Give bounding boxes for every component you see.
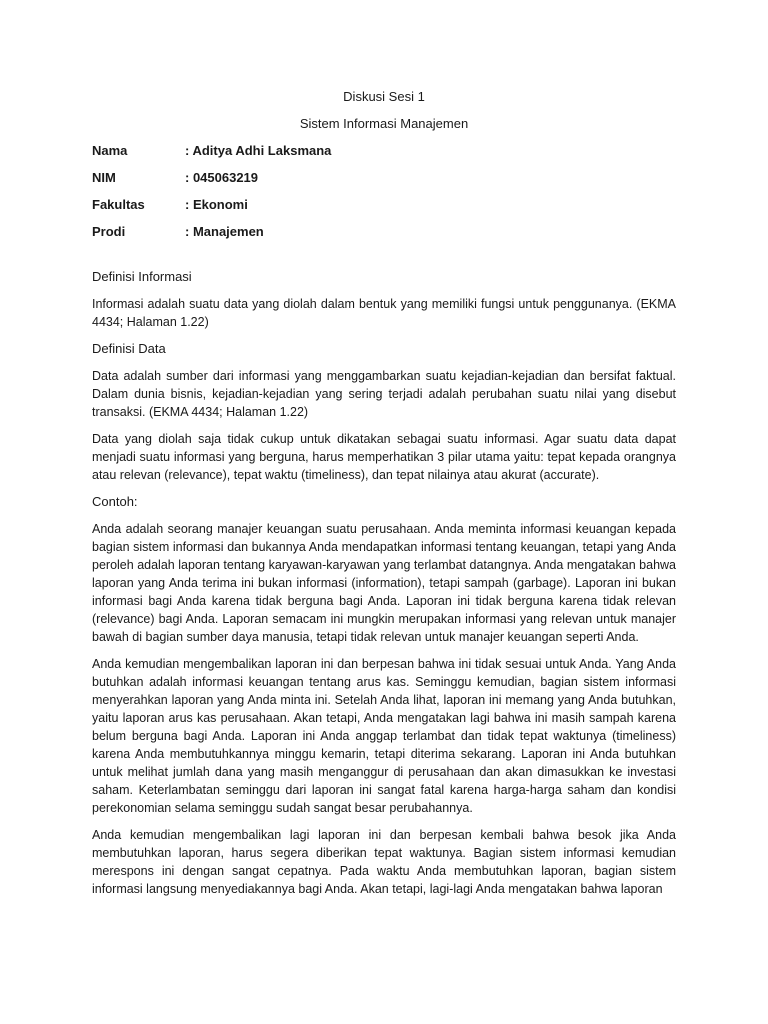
identity-label: Nama bbox=[92, 143, 128, 158]
identity-row-nim bbox=[92, 169, 676, 187]
paragraph-definisi-data: Data adalah sumber dari informasi yang menggambarkan suatu kejadian-kejadian dan bersifat faktual. Dalam dunia bisnis, kejadian-kejadian yang sering terjadi adalah perubahan suatu nilai yang disebut transaksi. (EKMA 4434; Halaman 1.22) bbox=[92, 369, 676, 419]
section-heading-contoh: Contoh: bbox=[92, 494, 138, 509]
paragraph-pilar: Data yang diolah saja tidak cukup untuk dikatakan sebagai suatu informasi. Agar suatu data dapat menjadi suatu informasi yang berguna, harus memperhatikan 3 pilar utama yaitu: tepat kepada orangnya atau relevan (relevance), tepat waktu (timeliness), dan tepat nilainya atau akurat (accurate). bbox=[92, 432, 676, 482]
identity-value: : Ekonomi bbox=[185, 197, 248, 212]
identity-row-nama bbox=[92, 142, 676, 160]
section-heading-definisi-informasi: Definisi Informasi bbox=[92, 269, 192, 284]
document-title: Diskusi Sesi 1 bbox=[343, 89, 425, 104]
paragraph-contoh-3: Anda kemudian mengembalikan lagi laporan ini dan berpesan kembali bahwa besok jika Anda membutuhkan laporan, harus segera diberikan tepat waktunya. Bagian sistem informasi kemudian merespons ini dengan sangat cepatnya. Pada waktu Anda membutuhkan laporan, bagian sistem informasi langsung menyediakannya bagi Anda. Akan tetapi, lagi-lagi Anda mengatakan bahwa laporan bbox=[92, 828, 676, 896]
identity-row-prodi bbox=[92, 223, 676, 241]
identity-label: NIM bbox=[92, 170, 116, 185]
identity-value: : Aditya Adhi Laksmana bbox=[185, 143, 332, 158]
identity-label: Prodi bbox=[92, 224, 126, 239]
identity-block bbox=[92, 142, 676, 241]
paragraph-contoh-1: Anda adalah seorang manajer keuangan suatu perusahaan. Anda meminta informasi keuangan kepada bagian sistem informasi dan bukannya Anda mendapatkan informasi tentang keuangan, tetapi yang Anda peroleh adalah laporan tentang karyawan-karyawan yang terlambat datangnya. Anda mengatakan bahwa laporan yang Anda terima ini bukan informasi (information), tetapi sampah (garbage). Laporan ini bukan informasi bagi Anda karena tidak berguna bagi Anda. Laporan ini tidak berguna karena tidak relevan (relevance) bagi Anda. Laporan semacam ini mungkin merupakan informasi yang relevan untuk manajer bawah di bagian sumber daya manusia, tetapi tidak relevan untuk manajer keuangan seperti Anda. bbox=[92, 522, 676, 644]
identity-value: : 045063219 bbox=[185, 170, 259, 185]
paragraph-definisi-informasi: Informasi adalah suatu data yang diolah dalam bentuk yang memiliki fungsi untuk penggunanya. (EKMA 4434; Halaman 1.22) bbox=[92, 297, 676, 329]
document-subtitle: Sistem Informasi Manajemen bbox=[299, 116, 469, 131]
identity-value: : Manajemen bbox=[185, 224, 264, 239]
identity-label: Fakultas bbox=[92, 197, 145, 212]
identity-row-fakultas bbox=[92, 196, 676, 214]
section-heading-definisi-data: Definisi Data bbox=[92, 341, 166, 356]
paragraph-contoh-2: Anda kemudian mengembalikan laporan ini dan berpesan bahwa ini tidak sesuai untuk Anda. Yang Anda butuhkan adalah informasi keuangan tentang arus kas. Seminggu kemudian, bagian sistem informasi menyerahkan laporan yang Anda minta ini. Setelah Anda lihat, laporan ini memang yang Anda butuhkan, yaitu laporan arus kas perusahaan. Akan tetapi, Anda mengatakan lagi bahwa ini masih sampah karena belum berguna bagi Anda. Laporan ini Anda anggap terlambat dan tidak tepat waktunya (timeliness) karena Anda membutuhkannya minggu kemarin, tetapi diterima sekarang. Laporan ini Anda butuhkan untuk melihat jumlah dana yang masih menganggur di perusahaan dan akan dimasukkan ke investasi saham. Keterlambatan seminggu dari laporan ini sangat fatal karena harga-harga saham dan kondisi perekonomian selama seminggu sudah sangat besar perubahannya. bbox=[92, 657, 676, 815]
